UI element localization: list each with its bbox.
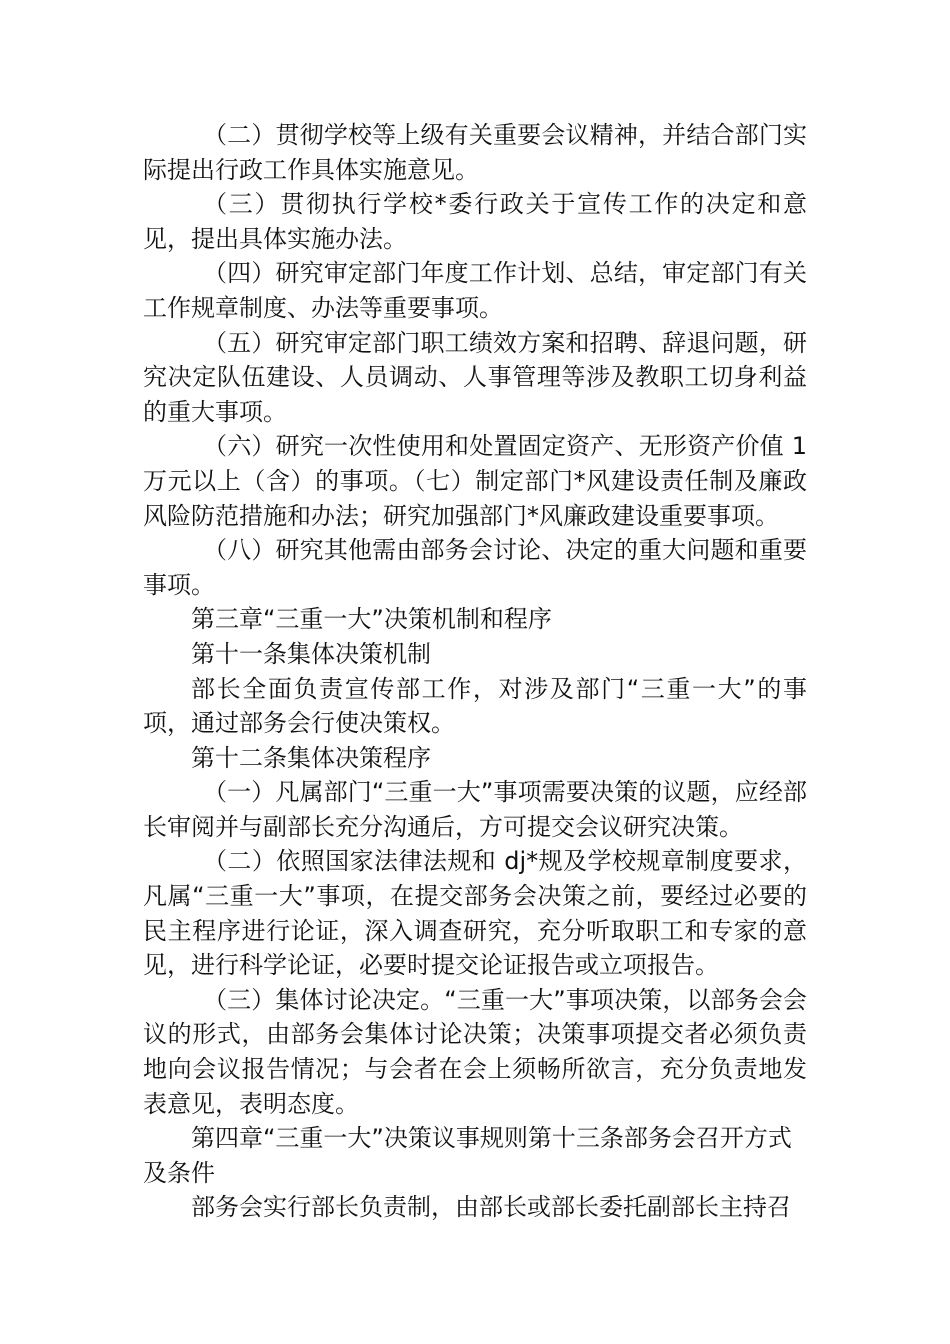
chapter-heading: 第三章“三重一大”决策机制和程序: [191, 605, 552, 634]
paragraph: （四）研究审定部门年度工作计划、总结，审定部门有关工作规章制度、办法等重要事项。: [143, 259, 807, 322]
paragraph: （八）研究其他需由部务会讨论、决定的重大问题和重要事项。: [143, 536, 807, 599]
paragraph: （一）凡属部门“三重一大”事项需要决策的议题，应经部长审阅并与副部长充分沟通后，方可提交会议研究决策。: [143, 778, 807, 841]
paragraph: （三）集体讨论决定。“三重一大”事项决策，以部务会会议的形式，由部务会集体讨论决策；决策事项提交者必须负责地向会议报告情况；与会者在会上须畅所欲言，充分负责地发表意见，表明态度。: [143, 985, 807, 1118]
article-heading: 第十二条集体决策程序: [191, 743, 431, 772]
paragraph: （二）依照国家法律法规和 dj*规及学校规章制度要求，凡属“三重一大”事项，在提交部务会决策之前，要经过必要的民主程序进行论证，深入调查研究，充分听取职工和专家的意见，进行科学论证，必要时提交论证报告或立项报告。: [143, 847, 807, 980]
paragraph: （三）贯彻执行学校*委行政关于宣传工作的决定和意见，提出具体实施办法。: [143, 190, 807, 253]
chapter-heading: 第四章“三重一大”决策议事规则第十三条部务会召开方式及条件: [143, 1124, 792, 1187]
document-body: [143, 118, 807, 1225]
paragraph: （六）研究一次性使用和处置固定资产、无形资产价值 1万元以上（含）的事项。（七）制定部门*风建设责任制及廉政风险防范措施和办法；研究加强部门*风廉政建设重要事项。: [143, 432, 807, 530]
paragraph: 部务会实行部长负责制，由部长或部长委托副部长主持召: [191, 1193, 791, 1222]
paragraph: （二）贯彻学校等上级有关重要会议精神，并结合部门实际提出行政工作具体实施意见。: [143, 121, 807, 184]
article-heading: 第十一条集体决策机制: [191, 639, 431, 668]
paragraph: 部长全面负责宣传部工作，对涉及部门“三重一大”的事项，通过部务会行使决策权。: [143, 674, 807, 738]
paragraph: （五）研究审定部门职工绩效方案和招聘、辞退问题，研究决定队伍建设、人员调动、人事管理等涉及教职工切身利益的重大事项。: [143, 328, 807, 426]
